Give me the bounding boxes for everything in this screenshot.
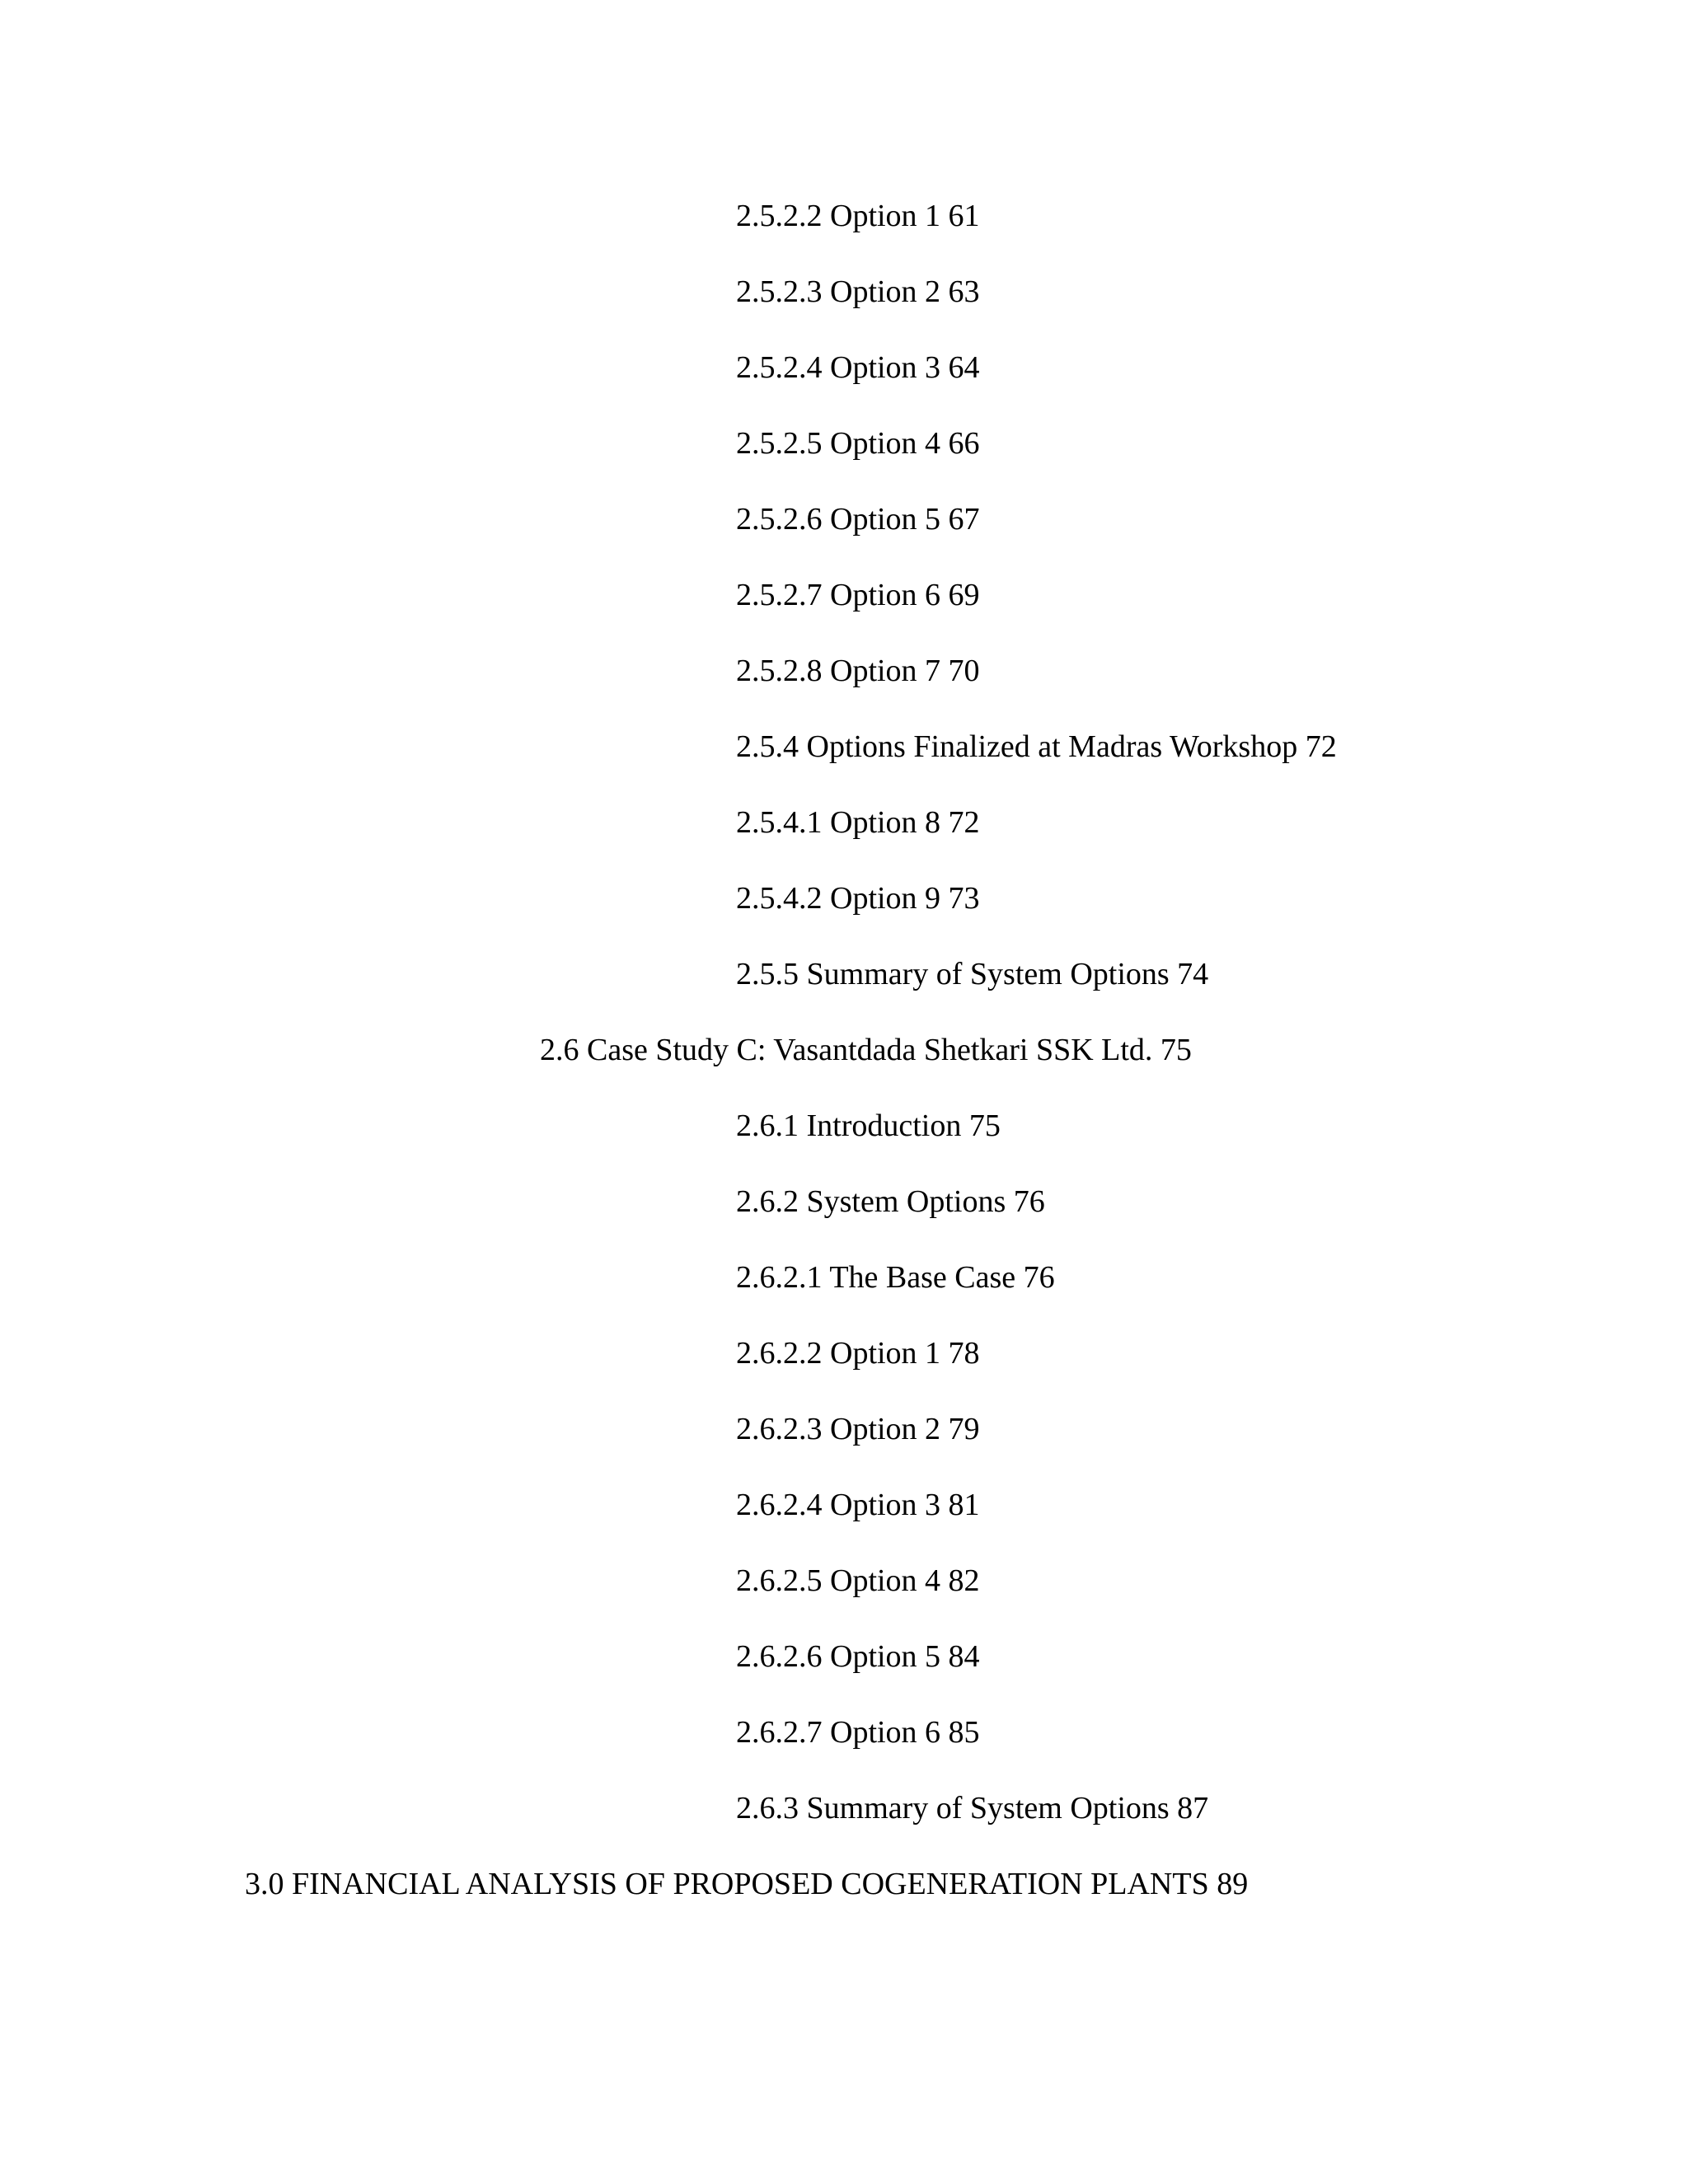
toc-entry-2-5-4-2: 2.5.4.2 Option 9 73 [736,881,980,916]
toc-entry-2-5-4-1: 2.5.4.1 Option 8 72 [736,805,980,840]
toc-entry-2-6-2-6: 2.6.2.6 Option 5 84 [736,1639,980,1674]
toc-entry-2-5-2-7: 2.5.2.7 Option 6 69 [736,578,980,612]
toc-entry-2-6-2: 2.6.2 System Options 76 [736,1184,1045,1219]
toc-entry-2-6-1: 2.6.1 Introduction 75 [736,1108,1001,1143]
toc-entry-2-5-2-5: 2.5.2.5 Option 4 66 [736,426,980,461]
toc-entry-2-5-5: 2.5.5 Summary of System Options 74 [736,957,1209,991]
toc-entry-2-6-2-1: 2.6.2.1 The Base Case 76 [736,1260,1055,1295]
toc-entry-2-6-2-3: 2.6.2.3 Option 2 79 [736,1412,980,1446]
toc-entry-2-6: 2.6 Case Study C: Vasantdada Shetkari SSK Ltd. 75 [540,1033,1192,1067]
toc-entry-2-5-2-2: 2.5.2.2 Option 1 61 [736,199,980,233]
toc-entry-2-6-2-5: 2.6.2.5 Option 4 82 [736,1563,980,1598]
toc-entry-2-6-3: 2.6.3 Summary of System Options 87 [736,1791,1209,1825]
toc-entry-3-0: 3.0 FINANCIAL ANALYSIS OF PROPOSED COGENERATION PLANTS 89 [245,1867,1249,1901]
toc-entry-2-5-2-4: 2.5.2.4 Option 3 64 [736,350,980,385]
toc-entry-2-6-2-7: 2.6.2.7 Option 6 85 [736,1715,980,1750]
toc-entry-2-5-2-8: 2.5.2.8 Option 7 70 [736,654,980,688]
toc-entry-2-5-2-6: 2.5.2.6 Option 5 67 [736,502,980,537]
toc-entry-2-5-4: 2.5.4 Options Finalized at Madras Workshop 72 [736,729,1337,764]
toc-entry-2-5-2-3: 2.5.2.3 Option 2 63 [736,274,980,309]
toc-entry-2-6-2-2: 2.6.2.2 Option 1 78 [736,1336,980,1371]
toc-entry-2-6-2-4: 2.6.2.4 Option 3 81 [736,1488,980,1522]
